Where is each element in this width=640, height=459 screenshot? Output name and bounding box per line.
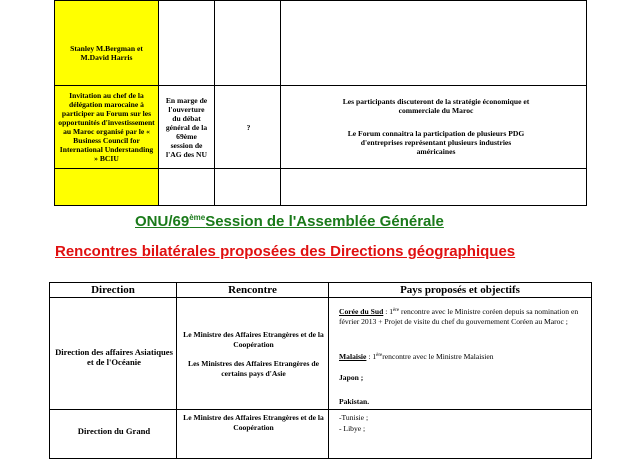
session-title-suffix: Session de l'Assemblée Générale	[205, 213, 444, 230]
malaisie-sup: ère	[376, 353, 383, 358]
pakistan-text: Pakistan.	[339, 397, 370, 406]
header-direction-text: Direction	[91, 284, 135, 296]
coree-label: Corée du Sud	[339, 307, 384, 316]
top-row1-col1-text: Stanley M.Bergman et M.David Harris	[70, 44, 143, 62]
row1-rencontre-p2: Les Ministres des Affaires Etrangères de certains pays d'Asie	[188, 359, 319, 378]
top-row2-col3-text: ?	[246, 123, 251, 132]
row1-rencontre	[176, 297, 329, 410]
row1-pakistan	[339, 397, 589, 407]
row1-coree	[339, 306, 589, 326]
coree-sep: : 1	[383, 307, 394, 316]
row1-rencontre-p1: Le Ministre des Affaires Etrangères et de la Coopération	[183, 330, 324, 349]
row1-malaisie	[339, 351, 589, 362]
header-pays-text: Pays proposés et objectifs	[400, 284, 520, 296]
top-row2-col1-text: Invitation au chef de la délégation marocaine à participer au Forum sur les opportunités d'investissement au Maroc organisé par le « Business Council for International Understanding » BCIU	[58, 91, 155, 163]
top-row2-col2-text: En marge de l'ouverture du débat général de la 69ème session de l'AG des NU	[165, 95, 208, 159]
header-rencontre	[176, 282, 329, 298]
coree-sup: ère	[393, 308, 400, 313]
japon-text: Japon ;	[339, 373, 364, 382]
row1-japon	[339, 373, 589, 383]
row2-pays-1: -Tunisie ;	[339, 413, 369, 422]
row1-direction	[49, 297, 177, 410]
row1-pays	[328, 297, 592, 410]
coree-text: rencontre avec le Ministre coréen depuis sa nomination en février 2013 + Projet de visite du chef du gouvernement Coréen au Maroc ;	[339, 307, 579, 326]
session-title-prefix: ONU/69	[135, 213, 190, 230]
top-row2-col4-p2: Le Forum connaitra la participation de plusieurs PDG d'entreprises représentant plusieurs industries américaines	[347, 129, 525, 156]
row2-pays-2: - Libye ;	[339, 424, 366, 433]
malaisie-text: rencontre avec le Ministre Malaisien	[382, 352, 494, 361]
row2-direction-text: Direction du Grand	[77, 426, 151, 436]
top-row2-col4-p1: Les participants discuteront de la stratégie économique et commerciale du Maroc	[342, 97, 530, 115]
header-rencontre-text: Rencontre	[228, 284, 277, 296]
session-title-sup: ème	[189, 213, 206, 222]
row2-rencontre-text: Le Ministre des Affaires Etrangères et de la Coopération	[183, 413, 324, 432]
malaisie-sep: : 1	[366, 352, 377, 361]
row1-direction-text: Direction des affaires Asiatiques et de l'Océanie	[55, 347, 173, 367]
malaisie-label: Malaisie	[339, 352, 367, 361]
bilateral-title: Rencontres bilatérales proposées des Directions géographiques	[55, 243, 516, 260]
header-direction	[49, 282, 177, 298]
header-pays	[328, 282, 592, 298]
